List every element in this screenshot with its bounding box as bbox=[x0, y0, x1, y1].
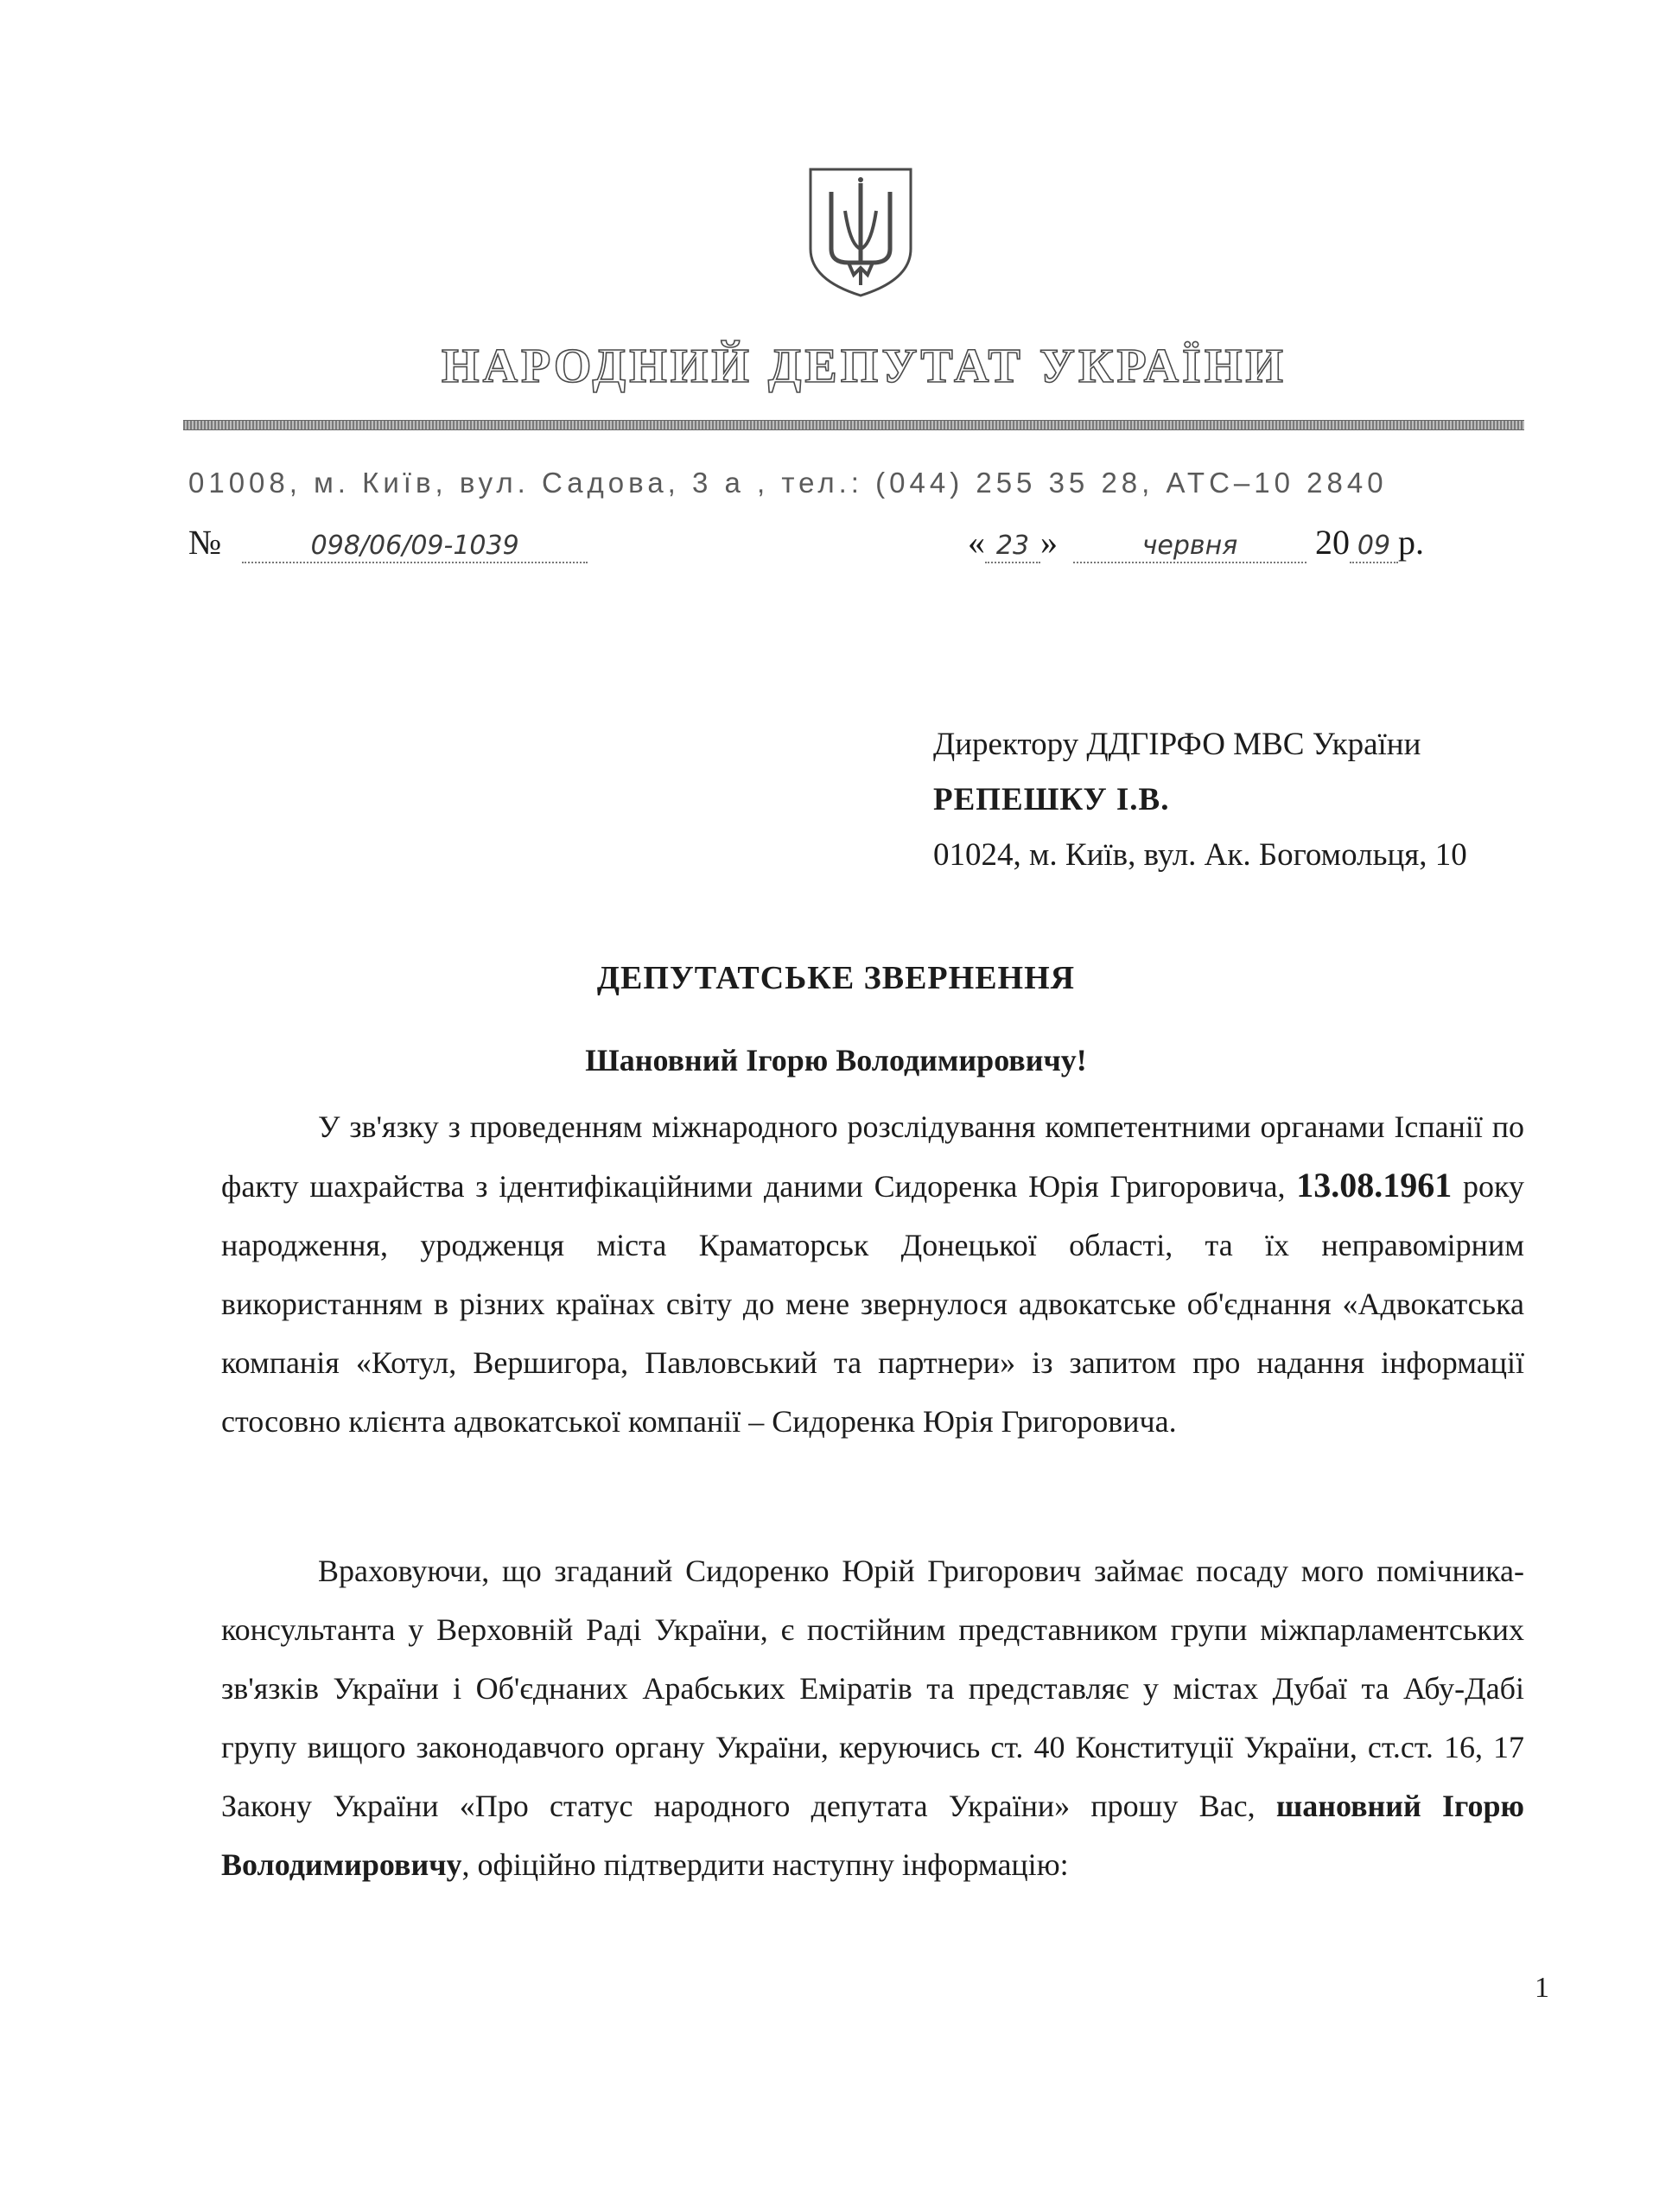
date-day-value: 23 bbox=[985, 531, 1040, 563]
number-sign: № bbox=[188, 523, 222, 562]
bold-address: шановний Ігорю Володимировичу bbox=[221, 1789, 1524, 1882]
date-year-suffix: р. bbox=[1398, 523, 1424, 562]
registration-number-line bbox=[188, 522, 672, 574]
addressee-name: РЕПЕШКУ І.В. bbox=[933, 782, 1170, 817]
tryzub-emblem-icon bbox=[804, 166, 918, 299]
letterhead-divider bbox=[183, 420, 1524, 430]
letterhead-address: 01008, м. Київ, вул. Садова, 3 а , тел.: (044) 255 35 28, АТС–10 2840 bbox=[188, 467, 1388, 499]
paragraph-1 bbox=[221, 1097, 1524, 1451]
addressee-block bbox=[933, 717, 1573, 883]
date-year-prefix: 20 bbox=[1315, 523, 1350, 562]
addressee-address: 01024, м. Київ, вул. Ак. Богомольця, 10 bbox=[933, 837, 1467, 873]
date-year-value: 09 bbox=[1350, 531, 1398, 563]
birth-date: 13.08.1961 bbox=[1296, 1166, 1453, 1205]
date-month-value: червня bbox=[1073, 531, 1306, 563]
date-close-quote: » bbox=[1040, 523, 1058, 562]
paragraph-1-part-2: року народження, уродженця міста Краматорськ Донецької області, та їх неправомірним використанням в різних країнах світу до мене звернулося адвокатське об'єднання «Адвокатська компанія «Котул, Вершигора, Павловський та партнери» із запитом про надання інформації стосовно клієнта адвокатської компанії – Сидоренка Юрія Григоровича. bbox=[221, 1169, 1524, 1439]
paragraph-1-part-1: У зв'язку з проведенням міжнародного розслідування компетентними органами Іспанії по факту шахрайства з ідентифікаційними даними Сидоренка Юрія Григоровича, bbox=[221, 1109, 1524, 1204]
page-number: 1 bbox=[1535, 1972, 1549, 2004]
salutation: Шановний Ігорю Володимировичу! bbox=[585, 1043, 1087, 1077]
registration-date-line bbox=[968, 522, 1529, 574]
letterhead-title: НАРОДНИЙ ДЕПУТАТ УКРАЇНИ bbox=[442, 340, 1287, 393]
paragraph-2-part-2: , офіційно підтвердити наступну інформацію: bbox=[461, 1847, 1069, 1882]
document-title: ДЕПУТАТСЬКЕ ЗВЕРНЕННЯ bbox=[596, 960, 1076, 996]
registration-number-value: 098/06/09-1039 bbox=[242, 531, 588, 563]
paragraph-2-part-1: Враховуючи, що згаданий Сидоренко Юрій Григорович займає посаду мого помічника-консультанта у Верховній Раді України, є постійним представником групи міжпарламентських зв'язків України і Об'єднаних Арабських Еміратів та представляє у містах Дубаї та Абу-Дабі групу вищого законодавчого органу України, керуючись ст. 40 Конституції України, ст.ст. 16, 17 Закону України «Про статус народного депутата України» прошу Вас, bbox=[221, 1554, 1524, 1823]
date-open-quote: « bbox=[968, 523, 985, 562]
addressee-position: Директору ДДГІРФО МВС України bbox=[933, 727, 1421, 762]
paragraph-2 bbox=[221, 1541, 1524, 1894]
